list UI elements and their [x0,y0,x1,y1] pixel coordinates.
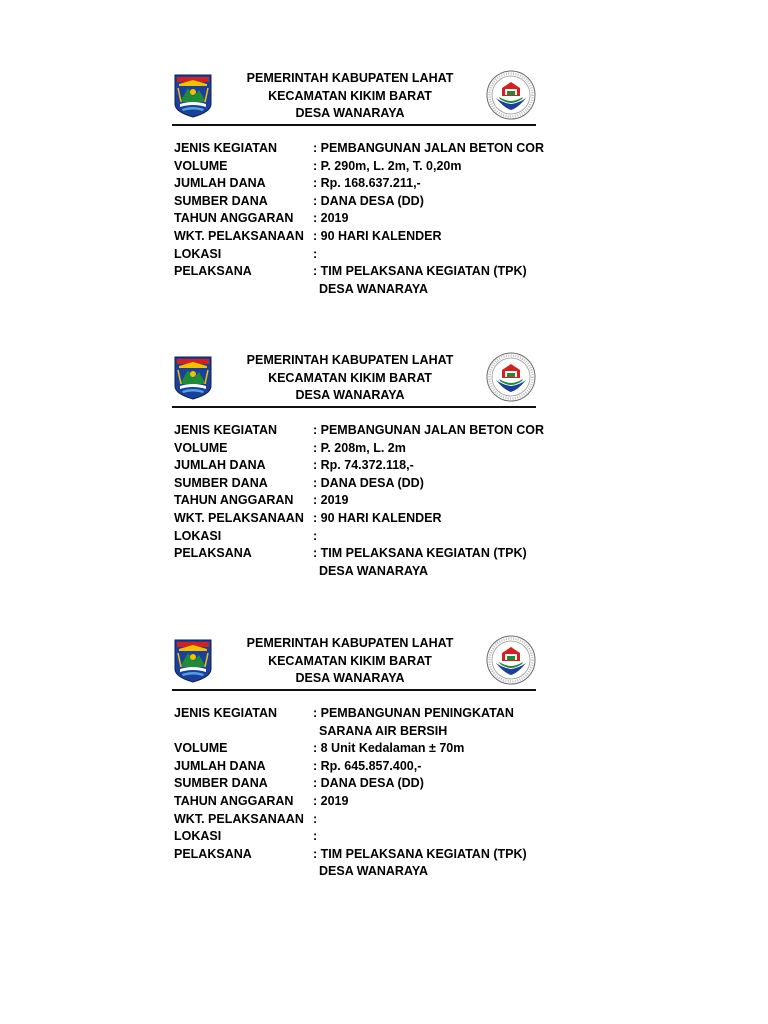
row-sumber-dana [174,193,536,211]
info-rows [174,705,536,881]
row-jenis-kegiatan [174,140,545,158]
row-value: : TIM PELAKSANA KEGIATAN (TPK) [313,264,527,279]
row-label: TAHUN ANGGARAN [174,211,294,226]
row-value: : 2019 [313,793,349,808]
row-value: : TIM PELAKSANA KEGIATAN (TPK) [313,846,527,861]
ministry-village-emblem-icon [486,70,536,120]
project-board-2 [172,352,545,578]
row-continuation-text: SARANA AIR BERSIH [319,723,448,738]
row-pelaksana [174,545,536,563]
row-lokasi [174,246,536,264]
row-label: WKT. PELAKSANAAN [174,228,304,243]
row-label: VOLUME [174,440,228,455]
row-tahun-anggaran [174,793,536,811]
row-label: JUMLAH DANA [174,458,266,473]
board-header [172,635,536,693]
project-board-3 [172,635,536,879]
row-value: : 90 HARI KALENDER [313,228,442,243]
row-value: : P. 208m, L. 2m [313,440,406,455]
row-value: : PEMBANGUNAN JALAN BETON COR [313,423,545,437]
row-continuation-text: DESA WANARAYA [319,864,429,879]
header-line-regency: PEMERINTAH KABUPATEN LAHAT [246,353,454,367]
row-label: JENIS KEGIATAN [174,423,278,437]
header-divider [172,406,536,408]
row-value: : 2019 [313,211,349,226]
row-value: : TIM PELAKSANA KEGIATAN (TPK) [313,546,527,561]
row-volume [174,158,536,176]
board-header [172,70,536,128]
header-divider [172,689,536,691]
row-value: : [313,829,318,844]
row-label: VOLUME [174,158,228,173]
header-line-district: KECAMATAN KIKIM BARAT [268,88,432,103]
info-rows [174,422,545,580]
info-rows [174,140,545,298]
row-label: PELAKSANA [174,846,252,861]
row-volume [174,740,536,758]
row-value: : DANA DESA (DD) [313,475,424,490]
header-title [220,352,480,405]
header-line-regency: PEMERINTAH KABUPATEN LAHAT [246,636,454,650]
row-pelaksana-continuation [174,563,536,581]
row-value: : [313,811,318,826]
row-pelaksana [174,263,536,281]
row-value: : [313,528,318,543]
ministry-village-emblem-icon [486,352,536,402]
row-value: : PEMBANGUNAN PENINGKATAN [313,706,514,720]
row-value: : DANA DESA (DD) [313,193,424,208]
header-divider [172,124,536,126]
row-jumlah-dana [174,457,536,475]
row-label: JUMLAH DANA [174,176,266,191]
header-title [220,70,480,123]
header-line-village: DESA WANARAYA [295,671,405,686]
row-value: : [313,246,318,261]
row-label: WKT. PELAKSANAAN [174,811,304,826]
row-value: : P. 290m, L. 2m, T. 0,20m [313,158,462,173]
row-pelaksana [174,846,536,864]
row-value: : PEMBANGUNAN JALAN BETON COR [313,141,545,155]
row-label: PELAKSANA [174,546,252,561]
header-line-district: KECAMATAN KIKIM BARAT [268,653,432,668]
row-label: LOKASI [174,246,222,261]
row-label: SUMBER DANA [174,475,268,490]
row-value: : 8 Unit Kedalaman ± 70m [313,741,465,756]
row-label: JUMLAH DANA [174,758,266,773]
row-wkt-pelaksanaan [174,228,536,246]
row-value: : Rp. 168.637.211,- [313,176,421,191]
lahat-regency-emblem-icon [174,639,212,683]
row-jenis-kegiatan-continuation [174,723,536,741]
header-line-village: DESA WANARAYA [295,388,405,403]
row-value: : Rp. 74.372.118,- [313,458,414,473]
row-value: : 2019 [313,493,349,508]
row-wkt-pelaksanaan [174,811,536,829]
row-label: JENIS KEGIATAN [174,141,278,155]
row-tahun-anggaran [174,492,536,510]
row-label: TAHUN ANGGARAN [174,793,294,808]
row-wkt-pelaksanaan [174,510,536,528]
row-jenis-kegiatan [174,422,545,440]
row-jumlah-dana [174,758,536,776]
row-jumlah-dana [174,175,536,193]
row-lokasi [174,528,536,546]
row-tahun-anggaran [174,210,536,228]
row-volume [174,440,536,458]
row-label: JENIS KEGIATAN [174,706,278,720]
header-title [220,635,480,688]
header-line-village: DESA WANARAYA [295,106,405,121]
row-sumber-dana [174,775,536,793]
row-label: TAHUN ANGGARAN [174,493,294,508]
row-label: SUMBER DANA [174,776,268,791]
row-label: PELAKSANA [174,264,252,279]
row-jenis-kegiatan [174,705,536,723]
row-value: : 90 HARI KALENDER [313,510,442,525]
lahat-regency-emblem-icon [174,356,212,400]
board-header [172,352,536,410]
row-label: VOLUME [174,741,228,756]
row-label: LOKASI [174,528,222,543]
row-label: SUMBER DANA [174,193,268,208]
row-lokasi [174,828,536,846]
row-value: : DANA DESA (DD) [313,776,424,791]
row-continuation-text: DESA WANARAYA [319,281,429,296]
header-line-district: KECAMATAN KIKIM BARAT [268,370,432,385]
project-board-1 [172,70,545,296]
row-continuation-text: DESA WANARAYA [319,563,429,578]
row-label: WKT. PELAKSANAAN [174,510,304,525]
row-sumber-dana [174,475,536,493]
ministry-village-emblem-icon [486,635,536,685]
row-pelaksana-continuation [174,281,536,299]
row-label: LOKASI [174,829,222,844]
header-line-regency: PEMERINTAH KABUPATEN LAHAT [246,71,454,85]
lahat-regency-emblem-icon [174,74,212,118]
row-pelaksana-continuation [174,863,536,881]
row-value: : Rp. 645.857.400,- [313,758,422,773]
